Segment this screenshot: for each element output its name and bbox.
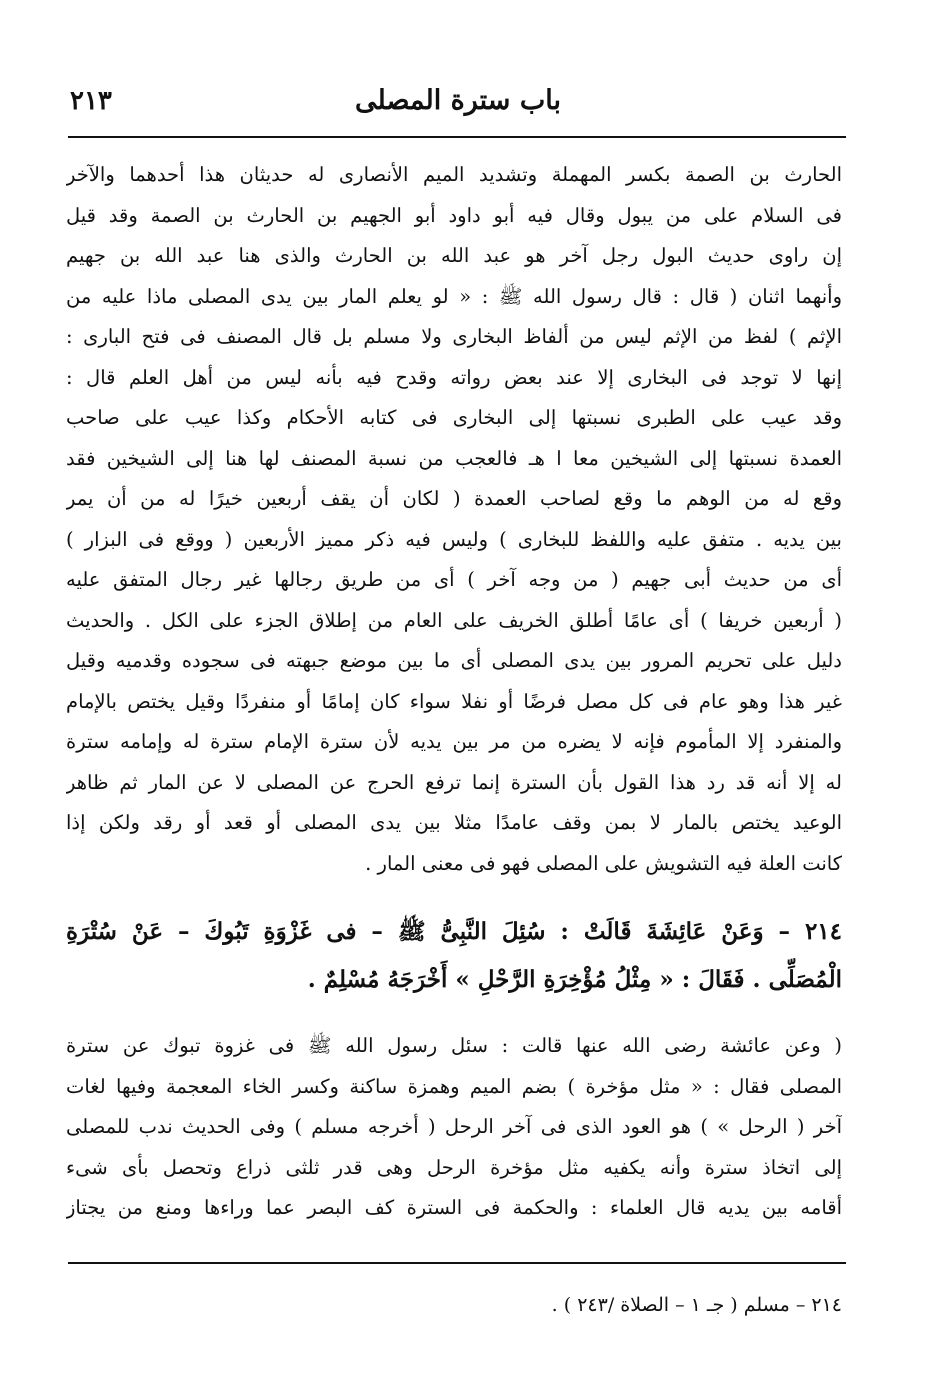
text-line: فى السلام على من يبول وقال فيه أبو داود أبو الجهيم بن الحارث بن الصمة وقد قيل xyxy=(66,203,842,227)
body-text xyxy=(66,155,842,884)
text-line: دليل على تحريم المرور بين يدى المصلى أى ما بين موضع جبهته فى سجوده وقدميه وقيل xyxy=(66,649,842,672)
running-title: باب سترة المصلى xyxy=(355,85,561,116)
text-line: والمنفرد إلا المأموم فإنه لا يضره من مر بين يديه لأن سترة الإمام سترة له وإمامه سترة xyxy=(66,730,842,753)
commentary-line: آخر ( الرحل » ) هو العود الذى فى آخر الرحل ( أخرجه مسلم ) وفى الحديث ندب للمصلى xyxy=(66,1115,842,1138)
commentary-line: إلى اتخاذ سترة وأنه يكفيه مثل مؤخرة الرحل وهى قدر ثلثى ذراع وتحصل بأى شىء xyxy=(66,1155,842,1179)
text-line: إن راوى حديث البول رجل آخر هو عبد الله بن الحارث والذى هنا عبد الله بن جهيم xyxy=(66,244,842,267)
commentary-line: ( وعن عائشة رضى الله عنها قالت : سئل رسول الله ﷺ فى غزوة تبوك عن سترة xyxy=(66,1034,842,1057)
page-header xyxy=(70,78,846,124)
header-rule xyxy=(68,136,846,138)
text-line: ( أربعين خريفا ) أى عامًا أطلق الخريف على العام من إطلاق الجزء على الكل . والحديث xyxy=(66,608,842,632)
text-line: وأنهما اثنان ( قال : قال رسول الله ﷺ : « لو يعلم المار بين يدى المصلى ماذا عليه من xyxy=(66,284,842,308)
text-line: غير هذا وهو عام فى كل مصل فرضًا أو نفلا سواء كان إمامًا أو منفردًا وقيل يختص بالإمام xyxy=(66,689,842,713)
page-number: ٢١٣ xyxy=(70,86,112,116)
text-line: له إلا أنه قد رد هذا القول بأن السترة إنما ترفع الحرج عن المصلى لا عن المار ثم ظاهر xyxy=(66,770,842,794)
text-line: الوعيد يختص بالمار لا بمن وقف عامدًا مثلا بين يدى المصلى أو قعد أو رقد ولكن إذا xyxy=(66,811,842,834)
hadith-text xyxy=(66,908,842,1004)
hadith-line: الْمُصَلِّى . فَقَالَ : « مِثْلُ مُؤْخِرَةِ الرَّحْلِ » أَخْرَجَهُ مُسْلِمٌ . xyxy=(307,966,842,993)
footnote-rule xyxy=(68,1262,846,1264)
text-line: وقد عيب على الطبرى نسبتها إلى البخارى فى كتابه الأحكام وكذا عيب على صاحب xyxy=(66,406,842,429)
text-line: كانت العلة فيه التشويش على المصلى فهو فى معنى المار . xyxy=(365,851,842,875)
text-line: إنها لا توجد فى البخارى إلا عند بعض رواته وقدح فيه بأنه ليس من أهل العلم قال : xyxy=(66,365,842,389)
commentary-line: أقامه بين يديه قال العلماء : والحكمة فى السترة كف البصر عما وراءها ومنع من يجتاز xyxy=(66,1196,842,1219)
footnote: ٢١٤ – مسلم ( جـ ١ – الصلاة /٢٤٣ ) . xyxy=(551,1294,842,1316)
text-line: الحارث بن الصمة بكسر المهملة وتشديد الميم الأنصارى له حديثان هذا أحدهما والآخر xyxy=(66,163,842,186)
text-line: الإثم ) لفظ من الإثم ليس من ألفاظ البخارى ولا مسلم بل قال المصنف فى فتح البارى : xyxy=(66,325,842,348)
text-line: وقع له من الوهم ما وقع لصاحب العمدة ( لكان أن يقف أربعين خيرًا له من أن يمر xyxy=(66,487,842,510)
text-line: بين يديه . متفق عليه واللفظ للبخارى ) وليس فيه ذكر مميز الأربعين ( ووقع فى البزار ) xyxy=(66,527,842,551)
hadith-line: ٢١٤ – وَعَنْ عَائِشَةَ قَالَتْ : سُئِلَ النَّبِىُّ ﷺ – فى غَزْوَةِ تَبُوكَ – عَنْ سُتْرَةِ xyxy=(66,918,842,945)
commentary-line: المصلى فقال : « مثل مؤخرة ) بضم الميم وهمزة ساكنة وكسر الخاء المعجمة وفيها لغات xyxy=(66,1074,842,1098)
commentary-text xyxy=(66,1026,842,1229)
text-line: أى من حديث أبى جهيم ( من وجه آخر ) أى من طريق رجالها غير رجال المتفق عليه xyxy=(66,568,842,591)
text-line: العمدة نسبتها إلى الشيخين معا ا هـ فالعجب من نسبة المصنف لها هنا إلى الشيخين فقد xyxy=(66,446,842,470)
